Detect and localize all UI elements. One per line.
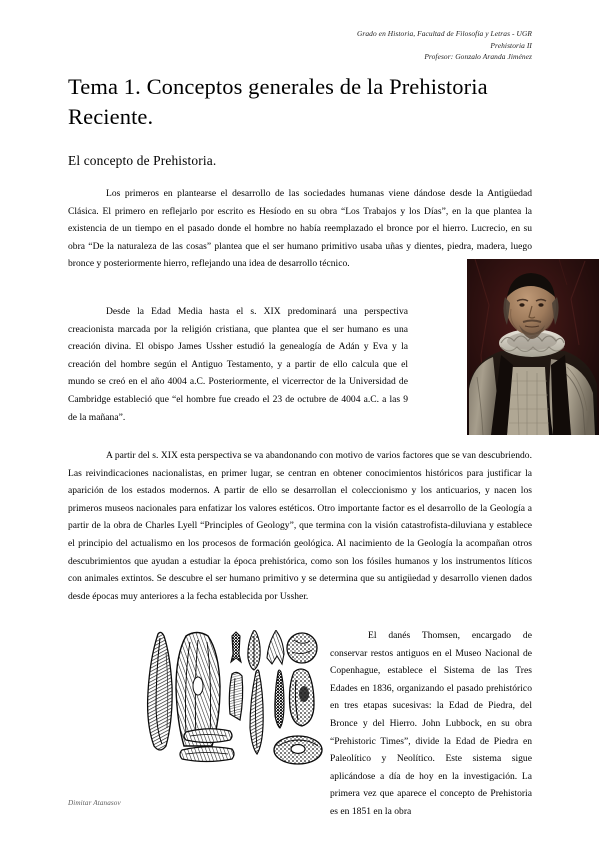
page-content-area — [68, 0, 532, 848]
page-title: Tema 1. Conceptos generales de la Prehistoria Reciente. — [68, 74, 488, 129]
paragraph-block-2 — [68, 303, 408, 426]
paragraph-text: El danés Thomsen, encargado de conservar restos antiguos en el Museo Nacional de Copenhague, establece el Sistema de las Tres Edades en 1836, organizando el pasado prehistórico en tres etapas sucesivas: la Edad de Piedra, del Bronce y del Hierro. John Lubbock, en su obra “Prehistoric Times”, divide la Edad de Piedra en Paleolítico y Neolítico. Este sistema sigue aplicándose a día de hoy en la investigación. La primera vez que aparece el concepto de Prehistoria es en 1851 en la obra — [330, 630, 532, 817]
paragraph-text: Los primeros en plantearse el desarrollo de las sociedades humanas viene dándose desde la Antigüedad Clásica. El primero en reflejarlo por escrito es Hesíodo en su obra “Los Trabajos y los Días”, en la que plantea la existencia de un tiempo en el pasado donde el hombre no había reemplazado el bronce por el hierro. Lucrecio, en su obra “De la naturaleza de las cosas” plantea que el ser humano primitivo usaba uñas y dientes, piedra, madera, luego bronce y posteriormente hierro, reflejando una idea de desarrollo técnico. — [68, 188, 532, 270]
figure-lithic-tools — [136, 628, 324, 776]
paragraph-text: Desde la Edad Media hasta el s. XIX predominará una perspectiva creacionista marcada por la religión cristiana, que plantea que el ser humano es una creación divina. El obispo James Ussher estudió la genealogía de Adán y Eva y la creación del hombre según el Antiguo Testamento, y a partir de ello calcula que el mundo se creó en el año 4004 a.C. Posteriormente, el vicerrector de la Universidad de Cambridge estableció que “el hombre fue creado el 23 de octubre de 4004 a.C. a las 9 de la mañana”. — [68, 306, 408, 423]
section-heading: El concepto de Prehistoria. — [68, 153, 217, 168]
document-footer — [68, 798, 368, 809]
portrait-image — [467, 259, 599, 435]
paragraph-block-3 — [68, 447, 532, 605]
lithic-tools-image — [136, 628, 324, 776]
figure-portrait-james-ussher — [467, 259, 599, 435]
header-line-course: Grado en Historia, Facultad de Filosofía y Letras - UGR — [356, 29, 532, 38]
paragraph-block-1 — [68, 185, 532, 273]
paragraph-text: A partir del s. XIX esta perspectiva se va abandonando con motivo de varios factores que se van descubriendo. Las reivindicaciones nacionalistas, en primer lugar, se centran en obtener conocimientos históricos para justificar la aparición de los estados modernos. A partir de ello se desarrollan el coleccionismo y los anticuarios, y nacen los primeros museos nacionales para enfatizar los valores estéticos. Otro importante factor es el desarrollo de la Geología a partir de la obra de Charles Lyell “Principles of Geology”, que termina con la visión catastrofista-diluviana y establece el principio del actualismo en los procesos de formación geológica. Al nacimiento de la Geología la acompañan otros descubrimientos que ayudan a estudiar la época prehistórica, como son los fósiles humanos y los instrumentos líticos con animales extintos. Se descubre el ser humano primitivo y se determina que su antigüedad y desarrollo vienen dados desde épocas muy anteriores a la fecha establecida por Ussher. — [68, 450, 532, 602]
document-header — [232, 28, 532, 63]
header-line-professor: Profesor: Gonzalo Aranda Jiménez — [424, 52, 532, 62]
footer-author: Dimitar Atanasov — [68, 799, 121, 807]
paragraph-block-4 — [330, 627, 532, 821]
header-line-subject: Prehistoria II — [490, 40, 532, 50]
